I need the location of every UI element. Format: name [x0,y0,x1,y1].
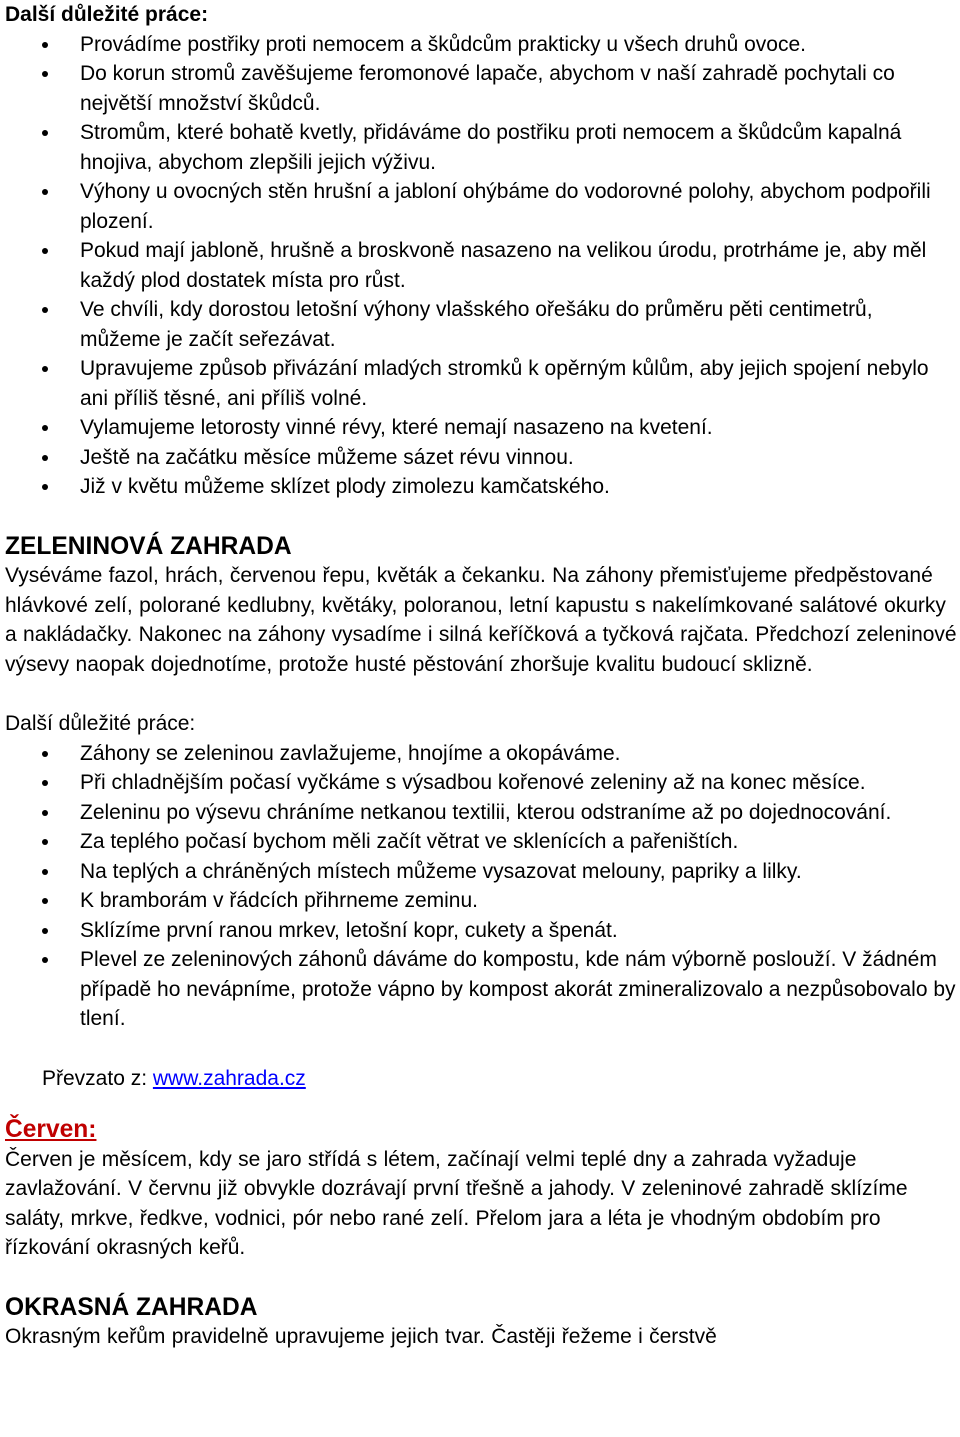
source-label: Převzato z: [42,1066,153,1090]
ornamental-garden-heading: OKRASNÁ ZAHRADA [5,1293,258,1321]
source-link[interactable]: www.zahrada.cz [152,1066,306,1090]
june-heading: Červen: [5,1116,97,1143]
spacer [5,1034,957,1064]
list-item: Upravujeme způsob přivázání mladých stromků k opěrným kůlům, aby jejich spojení nebylo ani příliš těsné, ani příliš volné. [5,354,957,413]
list-item: Na teplých a chráněných místech můžeme vysazovat melouny, papriky a lilky. [5,857,957,887]
list-item: Zeleninu po výsevu chráníme netkanou textilii, kterou odstraníme až po dojednocování. [5,798,957,828]
list-item: Sklízíme první ranou mrkev, letošní kopr, cukety a špenát. [5,916,957,946]
list-item: Ve chvíli, kdy dorostou letošní výhony vlašského ořešáku do průměru pěti centimetrů, můžeme je začít seřezávat. [5,295,957,354]
source-line [5,1064,957,1094]
list-item: Do korun stromů zavěšujeme feromonové lapače, abychom v naší zahradě pochytali co největší množství škůdců. [5,59,957,118]
vegetable-garden-paragraph: Vyséváme fazol, hrách, červenou řepu, květák a čekanku. Na záhony přemisťujeme předpěstované hlávkové zelí, polorané kedlubny, květáky, poloranou, letní kapustu s nakelímkované salátové okurky a nakládačky. Nakonec na záhony vysadíme i silná keříčková a tyčková rajčata. Předchozí zeleninové výsevy naopak dojednotíme, protože husté pěstování zhoršuje kvalitu budoucí sklizně. [5,564,957,676]
list-item: Záhony se zeleninou zavlažujeme, hnojíme a okopáváme. [5,739,957,769]
fruit-tasks-list [5,30,957,502]
vegetable-tasks-heading: Další důležité práce: [5,712,196,735]
spacer [5,679,957,709]
spacer [5,1263,957,1293]
list-item: Vylamujeme letorosty vinné révy, které nemají nasazeno na kvetení. [5,413,957,443]
june-paragraph: Červen je měsícem, kdy se jaro střídá s létem, začínají velmi teplé dny a zahrada vyžaduje zavlažování. V červnu již obvykle dozrávají první třešně a jahody. V zeleninové zahradě sklízíme saláty, mrkve, ředkve, vodnici, pór nebo rané zelí. Přelom jara a léta je vhodným obdobím pro řízkování okrasných keřů. [5,1147,908,1259]
fruit-tasks-heading: Další důležité práce: [5,3,209,26]
list-item: Provádíme postřiky proti nemocem a škůdcům prakticky u všech druhů ovoce. [5,30,957,60]
ornamental-garden-paragraph: Okrasným keřům pravidelně upravujeme jejich tvar. Častěji řežeme i čerstvě [5,1325,717,1348]
list-item: Při chladnějším počasí vyčkáme s výsadbou kořenové zeleniny až na konec měsíce. [5,768,957,798]
spacer [5,1093,957,1115]
list-item: Ještě na začátku měsíce můžeme sázet révu vinnou. [5,443,957,473]
list-item: Již v květu můžeme sklízet plody zimolezu kamčatského. [5,472,957,502]
list-item: Pokud mají jabloně, hrušně a broskvoně nasazeno na velikou úrodu, protrháme je, aby měl každý plod dostatek místa pro růst. [5,236,957,295]
document-page [5,0,957,1352]
vegetable-garden-heading: ZELENINOVÁ ZAHRADA [5,532,292,560]
list-item: Plevel ze zeleninových záhonů dáváme do kompostu, kde nám výborně poslouží. V žádném případě ho nevápníme, protože vápno by kompost akorát zmineralizovalo a nezpůsobovalo by tlení. [5,945,957,1034]
list-item: K bramborám v řádcích přihrneme zeminu. [5,886,957,916]
list-item: Stromům, které bohatě kvetly, přidáváme do postřiku proti nemocem a škůdcům kapalná hnojiva, abychom zlepšili jejich výživu. [5,118,957,177]
list-item: Za teplého počasí bychom měli začít větrat ve sklenících a pařeništích. [5,827,957,857]
vegetable-tasks-list [5,739,957,1034]
spacer [5,502,957,532]
list-item: Výhony u ovocných stěn hrušní a jabloní ohýbáme do vodorovné polohy, abychom podpořili plození. [5,177,957,236]
